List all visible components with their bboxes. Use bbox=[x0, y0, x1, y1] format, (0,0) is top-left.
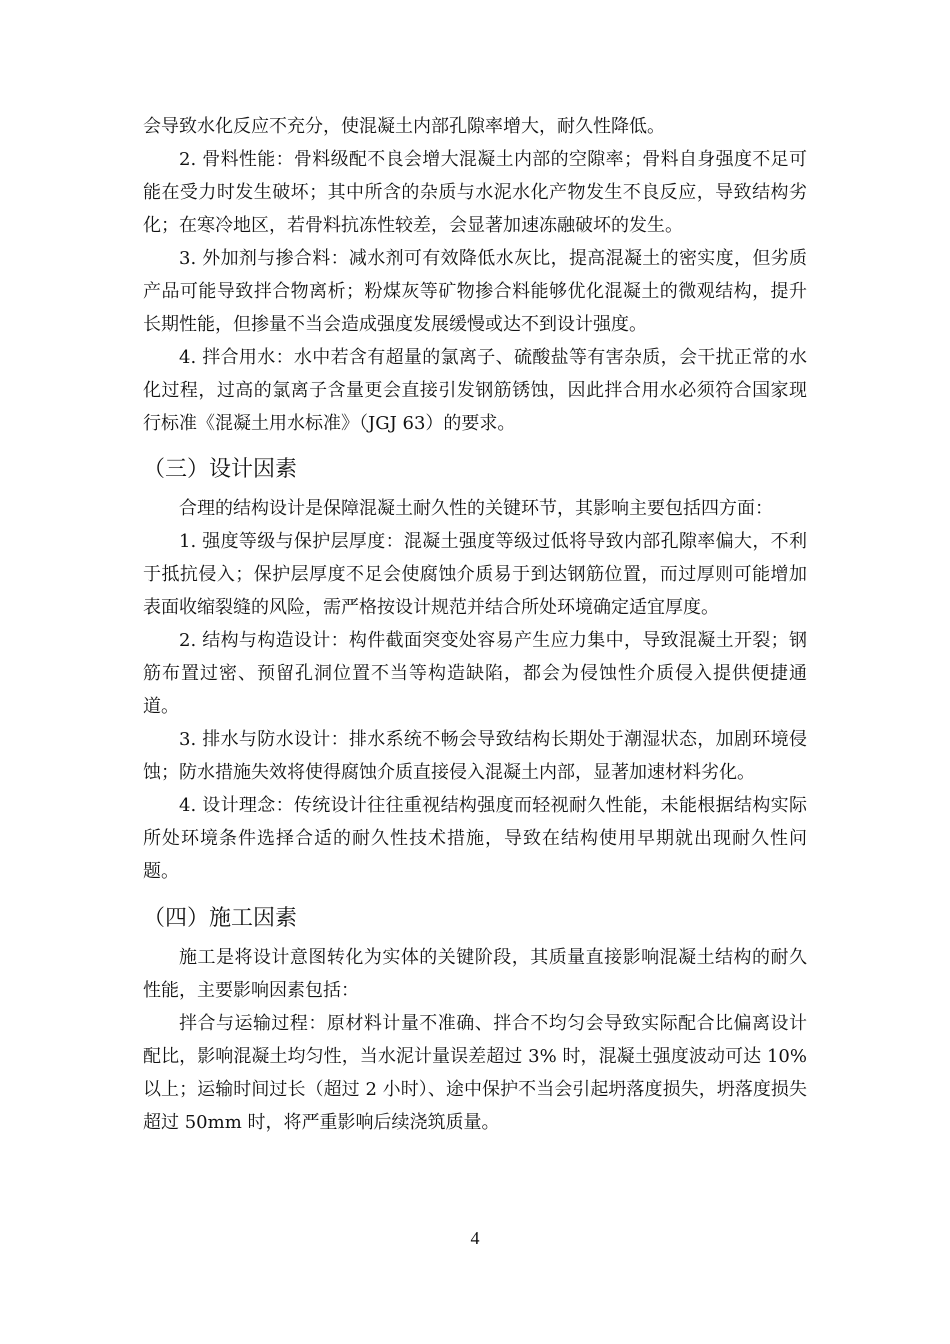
list-item-mixing-water: 4. 拌合用水：水中若含有超量的氯离子、硫酸盐等有害杂质，会干扰正常的水化过程，过高的氯离子含量更会直接引发钢筋锈蚀，因此拌合用水必须符合国家现行标准《混凝土用水标准》（JGJ 63）的要求。 bbox=[143, 347, 807, 434]
section-heading-construction: （四）施工因素 bbox=[143, 906, 298, 931]
list-item-design-concept: 4. 设计理念：传统设计往往重视结构强度而轻视耐久性能，未能根据结构实际所处环境条件选择合适的耐久性技术措施，导致在结构使用早期就出现耐久性问题。 bbox=[143, 795, 807, 882]
page-number: 4 bbox=[470, 1228, 480, 1248]
list-item-drainage: 3. 排水与防水设计：排水系统不畅会导致结构长期处于潮湿状态，加剧环境侵蚀；防水措施失效将使得腐蚀介质直接侵入混凝土内部，显著加速材料劣化。 bbox=[143, 729, 807, 783]
list-item-mixing-transport: 拌合与运输过程：原材料计量不准确、拌合不均匀会导致实际配合比偏离设计配比，影响混凝土均匀性，当水泥计量误差超过 3% 时，混凝土强度波动可达 10% 以上；运输时间过长（超过 2 小时）、途中保护不当会引起坍落度损失，坍落度损失超过 50mm 时，将严重影响后续浇筑质量。 bbox=[143, 1013, 807, 1133]
list-item-strength-cover: 1. 强度等级与保护层厚度：混凝土强度等级过低将导致内部孔隙率偏大，不利于抵抗侵入；保护层厚度不足会使腐蚀介质易于到达钢筋位置，而过厚则可能增加表面收缩裂缝的风险，需严格按设计规范并结合所处环境确定适宜厚度。 bbox=[143, 531, 807, 618]
list-item-aggregate: 2. 骨料性能：骨料级配不良会增大混凝土内部的空隙率；骨料自身强度不足可能在受力时发生破坏；其中所含的杂质与水泥水化产物发生不良反应，导致结构劣化；在寒冷地区，若骨料抗冻性较差，会显著加速冻融破坏的发生。 bbox=[143, 149, 807, 236]
section-heading-design: （三）设计因素 bbox=[143, 457, 298, 482]
list-item-admixture: 3. 外加剂与掺合料：减水剂可有效降低水灰比，提高混凝土的密实度，但劣质产品可能导致拌合物离析；粉煤灰等矿物掺合料能够优化混凝土的微观结构，提升长期性能，但掺量不当会造成强度发展缓慢或达不到设计强度。 bbox=[143, 248, 807, 335]
section-intro-construction: 施工是将设计意图转化为实体的关键阶段，其质量直接影响混凝土结构的耐久性能，主要影响因素包括： bbox=[143, 947, 807, 1001]
section-intro-design: 合理的结构设计是保障混凝土耐久性的关键环节，其影响主要包括四方面： bbox=[179, 498, 773, 519]
paragraph-continuation: 会导致水化反应不充分，使混凝土内部孔隙率增大，耐久性降低。 bbox=[143, 116, 665, 137]
list-item-structure-detail: 2. 结构与构造设计：构件截面突变处容易产生应力集中，导致混凝土开裂；钢筋布置过密、预留孔洞位置不当等构造缺陷，都会为侵蚀性介质侵入提供便捷通道。 bbox=[143, 630, 807, 717]
page-body bbox=[143, 110, 807, 1139]
